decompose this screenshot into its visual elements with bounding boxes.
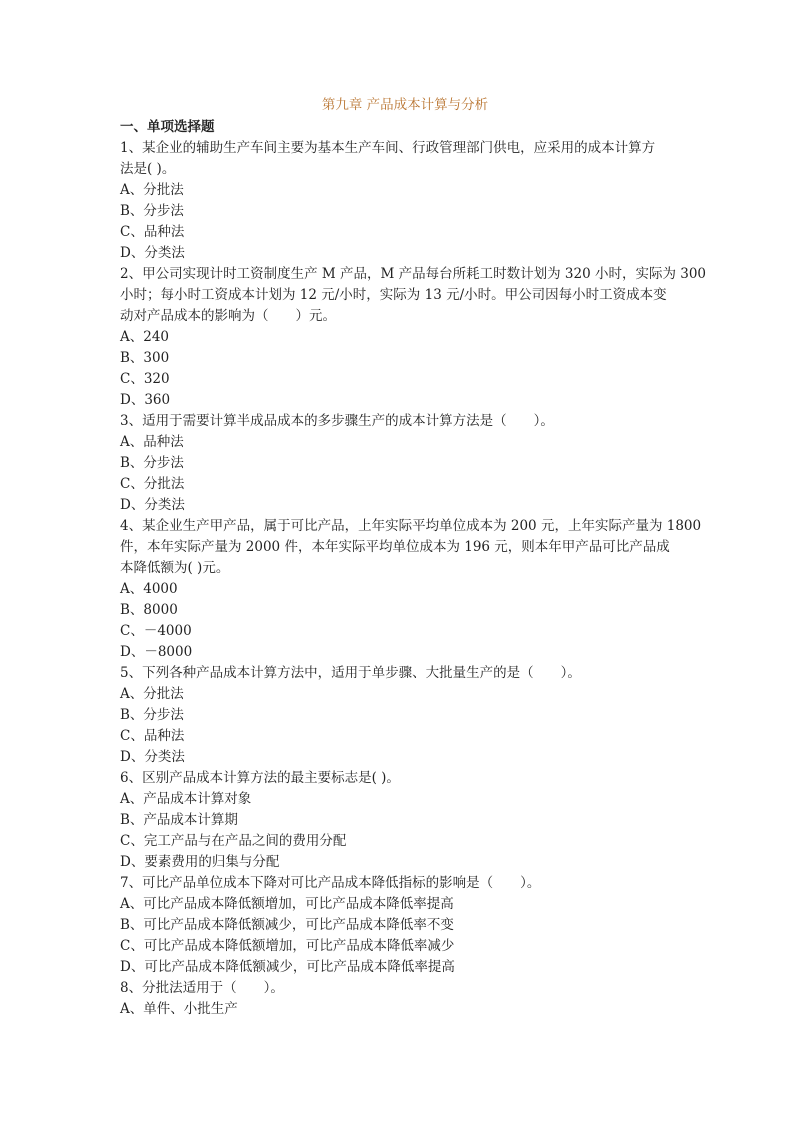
option-a: A、4000: [120, 581, 178, 597]
option-a: A、240: [120, 329, 170, 345]
option-d: D、360: [120, 392, 171, 408]
option-a: A、品种法: [120, 434, 184, 450]
option-a: A、产品成本计算对象: [120, 791, 252, 807]
option-c: C、品种法: [120, 728, 185, 744]
option-c: C、－4000: [120, 623, 192, 639]
question-5: [120, 663, 690, 768]
question-stem-line: 5、下列各种产品成本计算方法中，适用于单步骤、大批量生产的是（ ）。: [120, 665, 581, 681]
question-stem-line: 件，本年实际产量为 2000 件，本年实际平均单位成本为 196 元，则本年甲产品可比产品成: [120, 539, 670, 555]
option-c: C、320: [120, 371, 170, 387]
question-stem-line: 3、适用于需要计算半成品成本的多步骤生产的成本计算方法是（ ）。: [120, 413, 554, 429]
option-d: D、分类法: [120, 749, 185, 765]
option-b: B、产品成本计算期: [120, 812, 238, 828]
option-a: A、分批法: [120, 182, 184, 198]
question-2: [120, 264, 707, 411]
question-3: [120, 411, 690, 516]
option-a: A、分批法: [120, 686, 184, 702]
option-d: D、分类法: [120, 497, 185, 513]
option-d: D、要素费用的归集与分配: [120, 854, 280, 870]
chapter-title: 第九章 产品成本计算与分析: [321, 97, 489, 113]
option-c: C、完工产品与在产品之间的费用分配: [120, 833, 347, 849]
question-1: [120, 138, 690, 264]
question-stem-line: 4、某企业生产甲产品，属于可比产品，上年实际平均单位成本为 200 元，上年实际产量为 1800: [120, 518, 702, 534]
question-stem-line: 1、某企业的辅助生产车间主要为基本生产车间、行政管理部门供电，应采用的成本计算方: [120, 140, 656, 156]
question-stem-line: 法是( )。: [120, 161, 176, 177]
question-6: [120, 768, 690, 873]
option-b: B、8000: [120, 602, 178, 618]
question-7: [120, 873, 690, 978]
option-c: C、可比产品成本降低额增加，可比产品成本降低率减少: [120, 938, 455, 954]
question-stem-line: 8、分批法适用于（ ）。: [120, 980, 284, 996]
option-d: D、可比产品成本降低额减少，可比产品成本降低率提高: [120, 959, 455, 975]
option-b: B、300: [120, 350, 170, 366]
option-d: D、分类法: [120, 245, 185, 261]
question-stem-line: 2、甲公司实现计时工资制度生产 M 产品，M 产品每台所耗工时数计划为 320 小时，实际为 300: [120, 266, 707, 282]
option-b: B、可比产品成本降低额减少，可比产品成本降低率不变: [120, 917, 454, 933]
question-stem-line: 动对产品成本的影响为（ ）元。: [120, 308, 336, 324]
option-b: B、分步法: [120, 203, 184, 219]
question-stem-line: 本降低额为( )元。: [120, 560, 230, 576]
option-a: A、可比产品成本降低额增加，可比产品成本降低率提高: [120, 896, 454, 912]
option-b: B、分步法: [120, 455, 184, 471]
question-8: [120, 978, 690, 1020]
section-heading: 一、单项选择题: [120, 119, 215, 135]
option-b: B、分步法: [120, 707, 184, 723]
option-a: A、单件、小批生产: [120, 1001, 238, 1017]
question-stem-line: 小时；每小时工资成本计划为 12 元/小时，实际为 13 元/小时。甲公司因每小时工资成本变: [120, 287, 667, 303]
option-c: C、品种法: [120, 224, 185, 240]
document-page: [120, 94, 707, 1020]
question-stem-line: 7、可比产品单位成本下降对可比产品成本降低指标的影响是（ ）。: [120, 875, 541, 891]
question-stem-line: 6、区别产品成本计算方法的最主要标志是( )。: [120, 770, 400, 786]
question-4: [120, 516, 702, 663]
option-d: D、－8000: [120, 644, 193, 660]
option-c: C、分批法: [120, 476, 185, 492]
